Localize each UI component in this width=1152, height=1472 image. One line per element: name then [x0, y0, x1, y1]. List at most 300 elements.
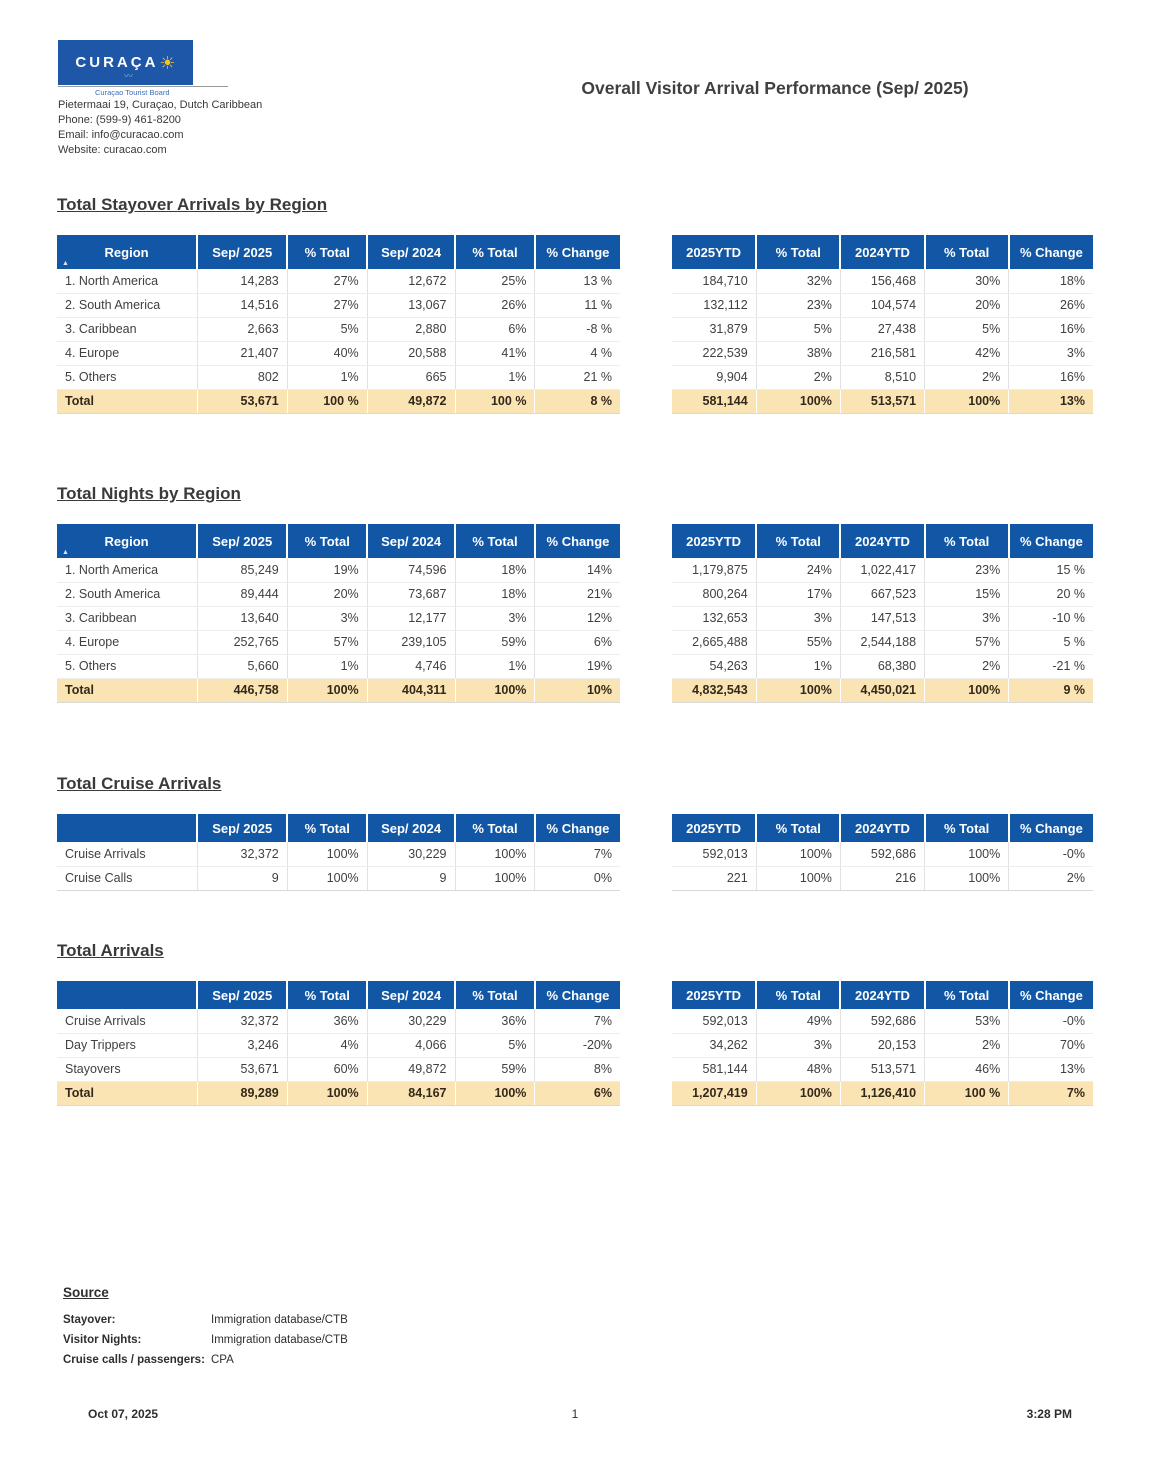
column-header[interactable]: 2024YTD: [840, 235, 924, 269]
table-cell: 40%: [287, 341, 367, 365]
table-row: [672, 866, 1093, 890]
table-cell: 2,544,188: [840, 630, 924, 654]
table-cell: 13,067: [367, 293, 455, 317]
table-cell: 100%: [287, 842, 367, 866]
table-cell: 41%: [455, 341, 535, 365]
table-cell: Total: [57, 1081, 197, 1105]
email-line: Email: info@curacao.com: [58, 129, 184, 141]
table-cell: 1,022,417: [840, 558, 924, 582]
wave-icon: 〰: [124, 71, 134, 81]
table-cell: 31,879: [672, 317, 756, 341]
table-cell: 1%: [287, 365, 367, 389]
column-header[interactable]: % Total: [287, 235, 367, 269]
column-header[interactable]: % Change: [535, 235, 620, 269]
table-cell: 32%: [756, 269, 840, 293]
column-header[interactable]: % Total: [756, 235, 840, 269]
table-cell: 20,588: [367, 341, 455, 365]
table-cell: 2%: [925, 1033, 1009, 1057]
page-number: 1: [571, 1407, 579, 1421]
table-cell: 513,571: [840, 1057, 924, 1081]
table-cell: 1,126,410: [840, 1081, 924, 1105]
logo-divider: [58, 86, 228, 87]
table-cell: 800,264: [672, 582, 756, 606]
column-header[interactable]: Sep/ 2025: [197, 235, 287, 269]
table-cell: 9: [367, 866, 455, 890]
curacao-logo: [58, 40, 193, 85]
table-row: [57, 317, 620, 341]
table-cell: 3%: [756, 1033, 840, 1057]
table-cell: 2%: [1009, 866, 1093, 890]
table-cell: 2. South America: [57, 293, 197, 317]
table-cell: 19%: [287, 558, 367, 582]
table-cell: 9 %: [1009, 678, 1093, 702]
table-cell: 13 %: [535, 269, 620, 293]
table-cell: 100%: [455, 866, 535, 890]
table-cell: 3%: [756, 606, 840, 630]
table-cell: 1. North America: [57, 558, 197, 582]
table-cell: 10%: [535, 678, 620, 702]
section-total-nights: [57, 484, 1093, 703]
table-cell: 2,665,488: [672, 630, 756, 654]
column-header[interactable]: % Total: [455, 524, 535, 558]
table-cell: 26%: [455, 293, 535, 317]
table-cell: 592,686: [840, 842, 924, 866]
table-row: [57, 842, 620, 866]
table-cell: 239,105: [367, 630, 455, 654]
table-cell: -20%: [535, 1033, 620, 1057]
table-cell: 9: [197, 866, 287, 890]
table-row: [672, 1057, 1093, 1081]
table-cell: -0%: [1009, 842, 1093, 866]
table-cell: Cruise Arrivals: [57, 842, 197, 866]
table-cell: Total: [57, 678, 197, 702]
table-cell: Cruise Calls: [57, 866, 197, 890]
table-cell: 147,513: [840, 606, 924, 630]
cruise-arrivals-month-table: [57, 814, 620, 891]
table-cell: 100%: [756, 389, 840, 413]
phone-line: Phone: (599-9) 461-8200: [58, 114, 181, 126]
table-cell: 4,066: [367, 1033, 455, 1057]
table-cell: 100%: [756, 1081, 840, 1105]
table-cell: 21%: [535, 582, 620, 606]
table-cell: 3. Caribbean: [57, 606, 197, 630]
table-cell: 54,263: [672, 654, 756, 678]
column-header[interactable]: % Total: [756, 981, 840, 1009]
table-total-row: [57, 1081, 620, 1105]
table-cell: 53,671: [197, 389, 287, 413]
table-cell: 581,144: [672, 389, 756, 413]
table-cell: 89,289: [197, 1081, 287, 1105]
source-block: [63, 1285, 348, 1370]
table-cell: 3%: [287, 606, 367, 630]
source-label: Visitor Nights:: [63, 1334, 142, 1346]
table-row: [57, 269, 620, 293]
source-value: Immigration database/CTB: [211, 1314, 348, 1326]
table-cell: 49%: [756, 1009, 840, 1033]
table-row: [672, 317, 1093, 341]
table-cell: 5%: [925, 317, 1009, 341]
table-cell: 8%: [535, 1057, 620, 1081]
table-cell: 19%: [535, 654, 620, 678]
table-cell: 592,013: [672, 842, 756, 866]
column-header[interactable]: 2025YTD: [672, 981, 756, 1009]
table-cell: 59%: [455, 1057, 535, 1081]
table-cell: 2%: [925, 654, 1009, 678]
table-cell: 74,596: [367, 558, 455, 582]
report-title: Overall Visitor Arrival Performance (Sep/ 2025): [581, 78, 969, 98]
source-label: Cruise calls / passengers:: [63, 1354, 205, 1366]
table-cell: 404,311: [367, 678, 455, 702]
logo-brand-text: CURAÇA: [75, 54, 159, 71]
table-cell: 85,249: [197, 558, 287, 582]
table-cell: 6%: [535, 630, 620, 654]
table-cell: 32,372: [197, 842, 287, 866]
table-cell: -8 %: [535, 317, 620, 341]
column-header[interactable]: 2025YTD: [672, 235, 756, 269]
column-header[interactable]: Sep/ 2024: [367, 814, 455, 842]
table-cell: 73,687: [367, 582, 455, 606]
table-cell: 59%: [455, 630, 535, 654]
table-cell: 100%: [455, 678, 535, 702]
table-cell: 216: [840, 866, 924, 890]
table-cell: 5%: [287, 317, 367, 341]
table-cell: 100%: [925, 866, 1009, 890]
table-cell: 36%: [455, 1009, 535, 1033]
source-label: Stayover:: [63, 1314, 116, 1326]
table-cell: 802: [197, 365, 287, 389]
table-cell: 49,872: [367, 389, 455, 413]
column-header[interactable]: % Total: [455, 235, 535, 269]
table-header-row: [672, 814, 1093, 842]
table-cell: 184,710: [672, 269, 756, 293]
column-header[interactable]: % Change: [1009, 235, 1093, 269]
table-cell: 20%: [287, 582, 367, 606]
table-cell: 84,167: [367, 1081, 455, 1105]
table-cell: 16%: [1009, 365, 1093, 389]
table-header-row: [672, 235, 1093, 269]
source-value: CPA: [211, 1354, 234, 1366]
table-row: [57, 582, 620, 606]
table-cell: 7%: [535, 1009, 620, 1033]
table-cell: 46%: [925, 1057, 1009, 1081]
table-cell: 27%: [287, 269, 367, 293]
source-item: [63, 1330, 348, 1350]
table-cell: 100%: [925, 842, 1009, 866]
column-header[interactable]: Sep/ 2025: [197, 981, 287, 1009]
table-cell: Total: [57, 389, 197, 413]
table-cell: 2,663: [197, 317, 287, 341]
nights-month-table: [57, 524, 620, 703]
table-cell: 53%: [925, 1009, 1009, 1033]
column-header[interactable]: Sep/ 2024: [367, 524, 455, 558]
table-total-row: [672, 1081, 1093, 1105]
table-row: [672, 842, 1093, 866]
column-header[interactable]: % Total: [287, 524, 367, 558]
section-total-cruise-arrivals: [57, 774, 1093, 891]
table-cell: 36%: [287, 1009, 367, 1033]
table-cell: 26%: [1009, 293, 1093, 317]
table-cell: -10 %: [1009, 606, 1093, 630]
table-cell: 14%: [535, 558, 620, 582]
table-cell: 13%: [1009, 389, 1093, 413]
table-cell: 4. Europe: [57, 341, 197, 365]
table-cell: 30%: [925, 269, 1009, 293]
table-cell: 27,438: [840, 317, 924, 341]
table-cell: 3%: [925, 606, 1009, 630]
column-header[interactable]: % Total: [925, 235, 1009, 269]
table-cell: 12,672: [367, 269, 455, 293]
column-header[interactable]: 2024YTD: [840, 981, 924, 1009]
table-cell: 104,574: [840, 293, 924, 317]
table-cell: 23%: [925, 558, 1009, 582]
column-header[interactable]: 2024YTD: [840, 814, 924, 842]
table-cell: 32,372: [197, 1009, 287, 1033]
column-header[interactable]: % Change: [1009, 814, 1093, 842]
table-header-row: [57, 981, 620, 1009]
stayover-arrivals-ytd-table: [672, 235, 1093, 414]
table-cell: 581,144: [672, 1057, 756, 1081]
table-row: [672, 558, 1093, 582]
table-cell: 11 %: [535, 293, 620, 317]
table-cell: 1. North America: [57, 269, 197, 293]
table-row: [672, 1009, 1093, 1033]
table-cell: 4,450,021: [840, 678, 924, 702]
table-cell: 20 %: [1009, 582, 1093, 606]
table-cell: 4,832,543: [672, 678, 756, 702]
table-row: [57, 606, 620, 630]
table-cell: 70%: [1009, 1033, 1093, 1057]
table-cell: 21 %: [535, 365, 620, 389]
table-cell: 18%: [455, 558, 535, 582]
sort-ascending-icon: ▲: [62, 260, 69, 267]
table-row: [57, 365, 620, 389]
section-total-stayover-arrivals: [57, 195, 1093, 414]
table-cell: 4%: [287, 1033, 367, 1057]
column-header[interactable]: % Total: [756, 524, 840, 558]
table-cell: 4,746: [367, 654, 455, 678]
table-cell: 14,283: [197, 269, 287, 293]
logo-tagline: Curaçao Tourist Board: [95, 88, 170, 97]
table-cell: 27%: [287, 293, 367, 317]
table-cell: 5. Others: [57, 654, 197, 678]
table-row: [57, 630, 620, 654]
table-row: [57, 293, 620, 317]
table-cell: 3%: [1009, 341, 1093, 365]
website-line: Website: curacao.com: [58, 144, 167, 156]
table-row: [57, 1009, 620, 1033]
table-cell: 2. South America: [57, 582, 197, 606]
table-cell: 665: [367, 365, 455, 389]
column-header[interactable]: % Change: [1009, 524, 1093, 558]
table-row: [57, 1033, 620, 1057]
column-header[interactable]: % Total: [287, 981, 367, 1009]
column-header[interactable]: Region ▲: [57, 524, 197, 558]
table-cell: 100%: [287, 1081, 367, 1105]
table-cell: 1%: [455, 365, 535, 389]
table-row: [672, 606, 1093, 630]
table-cell: 15%: [925, 582, 1009, 606]
table-cell: 13%: [1009, 1057, 1093, 1081]
table-cell: 25%: [455, 269, 535, 293]
table-cell: 53,671: [197, 1057, 287, 1081]
section-title: Total Stayover Arrivals by Region: [57, 195, 328, 214]
table-row: [57, 341, 620, 365]
table-cell: 4 %: [535, 341, 620, 365]
table-cell: 7%: [1009, 1081, 1093, 1105]
table-cell: 2%: [756, 365, 840, 389]
table-cell: 100 %: [925, 1081, 1009, 1105]
source-value: Immigration database/CTB: [211, 1334, 348, 1346]
column-header[interactable]: % Total: [287, 814, 367, 842]
column-header[interactable]: % Change: [535, 524, 620, 558]
table-cell: 1%: [756, 654, 840, 678]
stayover-arrivals-month-table: [57, 235, 620, 414]
table-row: [672, 293, 1093, 317]
table-cell: 42%: [925, 341, 1009, 365]
section-title: Total Arrivals: [57, 941, 164, 960]
table-cell: 16%: [1009, 317, 1093, 341]
section-total-arrivals: [57, 941, 1093, 1106]
column-header[interactable]: % Change: [535, 814, 620, 842]
address-line: Pietermaai 19, Curaçao, Dutch Caribbean: [58, 99, 263, 111]
table-row: [57, 558, 620, 582]
table-cell: 2%: [925, 365, 1009, 389]
table-cell: 34,262: [672, 1033, 756, 1057]
sun-icon: ☀: [159, 52, 176, 73]
source-title: Source: [63, 1285, 109, 1300]
column-header[interactable]: % Change: [535, 981, 620, 1009]
section-title: Total Cruise Arrivals: [57, 774, 222, 793]
column-header[interactable]: Sep/ 2024: [367, 235, 455, 269]
column-header[interactable]: [57, 981, 197, 1009]
column-header[interactable]: % Change: [1009, 981, 1093, 1009]
table-cell: 221: [672, 866, 756, 890]
table-header-row: [57, 235, 620, 269]
table-cell: 100%: [287, 866, 367, 890]
table-cell: 132,112: [672, 293, 756, 317]
column-header[interactable]: % Total: [756, 814, 840, 842]
table-cell: 4. Europe: [57, 630, 197, 654]
column-header[interactable]: 2025YTD: [672, 814, 756, 842]
table-total-row: [672, 389, 1093, 413]
table-cell: 3. Caribbean: [57, 317, 197, 341]
table-cell: 5 %: [1009, 630, 1093, 654]
column-header[interactable]: Sep/ 2024: [367, 981, 455, 1009]
column-header[interactable]: % Total: [455, 981, 535, 1009]
table-cell: 15 %: [1009, 558, 1093, 582]
table-cell: 60%: [287, 1057, 367, 1081]
table-cell: 1,207,419: [672, 1081, 756, 1105]
table-row: [672, 341, 1093, 365]
table-cell: 55%: [756, 630, 840, 654]
column-header[interactable]: % Total: [455, 814, 535, 842]
sort-ascending-icon: ▲: [62, 549, 69, 556]
column-header[interactable]: Sep/ 2025: [197, 814, 287, 842]
table-cell: 252,765: [197, 630, 287, 654]
table-cell: Stayovers: [57, 1057, 197, 1081]
table-cell: Cruise Arrivals: [57, 1009, 197, 1033]
table-cell: 100%: [756, 678, 840, 702]
table-cell: 7%: [535, 842, 620, 866]
table-cell: 100%: [455, 1081, 535, 1105]
table-total-row: [57, 678, 620, 702]
column-header[interactable]: Region ▲: [57, 235, 197, 269]
table-cell: 20,153: [840, 1033, 924, 1057]
column-header[interactable]: 2024YTD: [840, 524, 924, 558]
table-cell: 100%: [925, 389, 1009, 413]
table-cell: 156,468: [840, 269, 924, 293]
table-cell: 5. Others: [57, 365, 197, 389]
table-cell: 49,872: [367, 1057, 455, 1081]
footer-time: 3:28 PM: [1026, 1407, 1072, 1421]
table-total-row: [672, 678, 1093, 702]
table-cell: 23%: [756, 293, 840, 317]
table-cell: 6%: [455, 317, 535, 341]
table-cell: 100%: [455, 842, 535, 866]
table-cell: 100%: [287, 678, 367, 702]
table-cell: 216,581: [840, 341, 924, 365]
table-header-row: [672, 524, 1093, 558]
column-header[interactable]: % Total: [925, 814, 1009, 842]
table-cell: 14,516: [197, 293, 287, 317]
total-arrivals-month-table: [57, 981, 620, 1106]
table-cell: 100 %: [455, 389, 535, 413]
column-header[interactable]: 2025YTD: [672, 524, 756, 558]
table-row: [672, 582, 1093, 606]
table-cell: 1%: [455, 654, 535, 678]
table-row: [672, 654, 1093, 678]
source-item: [63, 1310, 348, 1330]
table-cell: 1%: [287, 654, 367, 678]
column-header[interactable]: [57, 814, 197, 842]
table-cell: 24%: [756, 558, 840, 582]
table-cell: 592,013: [672, 1009, 756, 1033]
table-cell: 100%: [756, 842, 840, 866]
table-cell: 18%: [1009, 269, 1093, 293]
table-cell: 21,407: [197, 341, 287, 365]
table-cell: -21 %: [1009, 654, 1093, 678]
table-row: [672, 365, 1093, 389]
table-cell: 48%: [756, 1057, 840, 1081]
table-cell: 2,880: [367, 317, 455, 341]
table-cell: 13,640: [197, 606, 287, 630]
table-cell: 9,904: [672, 365, 756, 389]
table-cell: 57%: [925, 630, 1009, 654]
table-cell: 5%: [756, 317, 840, 341]
column-header[interactable]: Sep/ 2025: [197, 524, 287, 558]
page-footer: [57, 1407, 1093, 1427]
table-cell: 68,380: [840, 654, 924, 678]
table-total-row: [57, 389, 620, 413]
column-header[interactable]: % Total: [925, 524, 1009, 558]
nights-ytd-table: [672, 524, 1093, 703]
table-cell: 6%: [535, 1081, 620, 1105]
table-cell: 100 %: [287, 389, 367, 413]
table-row: [57, 1057, 620, 1081]
table-cell: 592,686: [840, 1009, 924, 1033]
table-cell: 12%: [535, 606, 620, 630]
table-cell: 3,246: [197, 1033, 287, 1057]
table-cell: 12,177: [367, 606, 455, 630]
table-cell: 38%: [756, 341, 840, 365]
table-cell: 1,179,875: [672, 558, 756, 582]
source-item: [63, 1350, 348, 1370]
table-cell: 8,510: [840, 365, 924, 389]
column-header[interactable]: % Total: [925, 981, 1009, 1009]
table-cell: 8 %: [535, 389, 620, 413]
table-cell: 57%: [287, 630, 367, 654]
table-cell: 30,229: [367, 1009, 455, 1033]
